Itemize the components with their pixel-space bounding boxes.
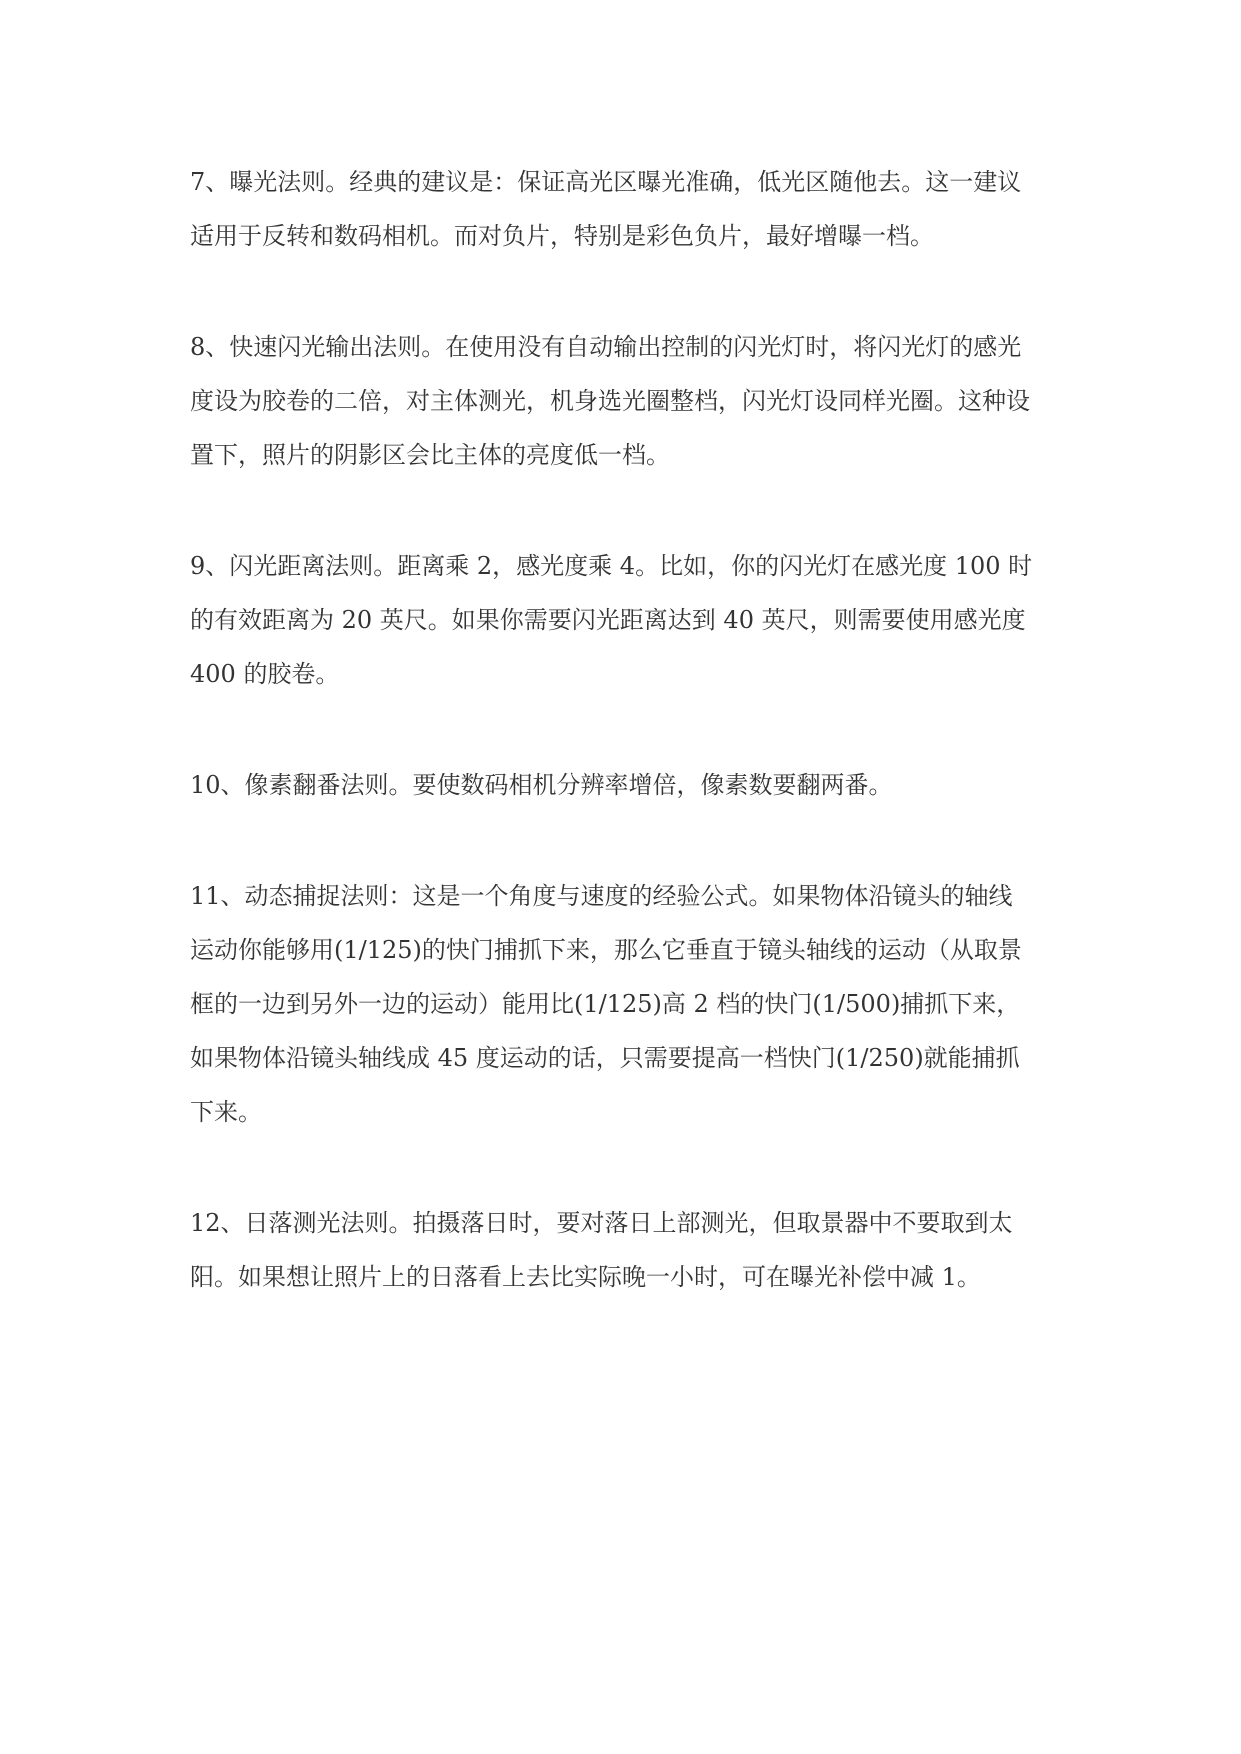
text-line: 阳。如果想让照片上的日落看上去比实际晚一小时，可在曝光补偿中减 1。 xyxy=(190,1263,981,1291)
text-line: 7、曝光法则。经典的建议是：保证高光区曝光准确，低光区随他去。这一建议 xyxy=(190,168,1022,196)
text-line: 置下，照片的阴影区会比主体的亮度低一档。 xyxy=(190,441,670,469)
paragraph-rule-8 xyxy=(190,320,1065,482)
paragraph-rule-7 xyxy=(190,155,1065,263)
paragraph-rule-11 xyxy=(190,869,1065,1139)
text-line: 如果物体沿镜头轴线成 45 度运动的话，只需要提高一档快门(1/250)就能捕抓 xyxy=(190,1044,1020,1072)
paragraph-rule-12 xyxy=(190,1196,1065,1304)
document-body xyxy=(190,155,1065,1361)
text-line: 400 的胶卷。 xyxy=(190,660,340,688)
text-line: 下来。 xyxy=(190,1098,262,1126)
paragraph-rule-10 xyxy=(190,758,1065,812)
text-line: 9、闪光距离法则。距离乘 2，感光度乘 4。比如，你的闪光灯在感光度 100 时 xyxy=(190,552,1033,580)
text-line: 的有效距离为 20 英尺。如果你需要闪光距离达到 40 英尺，则需要使用感光度 xyxy=(190,606,1026,634)
text-line: 10、像素翻番法则。要使数码相机分辨率增倍，像素数要翻两番。 xyxy=(190,771,893,799)
text-line: 11、动态捕捉法则：这是一个角度与速度的经验公式。如果物体沿镜头的轴线 xyxy=(190,882,1013,910)
text-line: 度设为胶卷的二倍，对主体测光，机身选光圈整档，闪光灯设同样光圈。这种设 xyxy=(190,387,1030,415)
text-line: 12、日落测光法则。拍摄落日时，要对落日上部测光，但取景器中不要取到太 xyxy=(190,1209,1013,1237)
text-line: 框的一边到另外一边的运动）能用比(1/125)高 2 档的快门(1/500)捕抓下来， xyxy=(190,990,1021,1018)
paragraph-rule-9 xyxy=(190,539,1065,701)
text-line: 适用于反转和数码相机。而对负片，特别是彩色负片，最好增曝一档。 xyxy=(190,222,934,250)
text-line: 运动你能够用(1/125)的快门捕抓下来，那么它垂直于镜头轴线的运动（从取景 xyxy=(190,936,1022,964)
text-line: 8、快速闪光输出法则。在使用没有自动输出控制的闪光灯时，将闪光灯的感光 xyxy=(190,333,1022,361)
